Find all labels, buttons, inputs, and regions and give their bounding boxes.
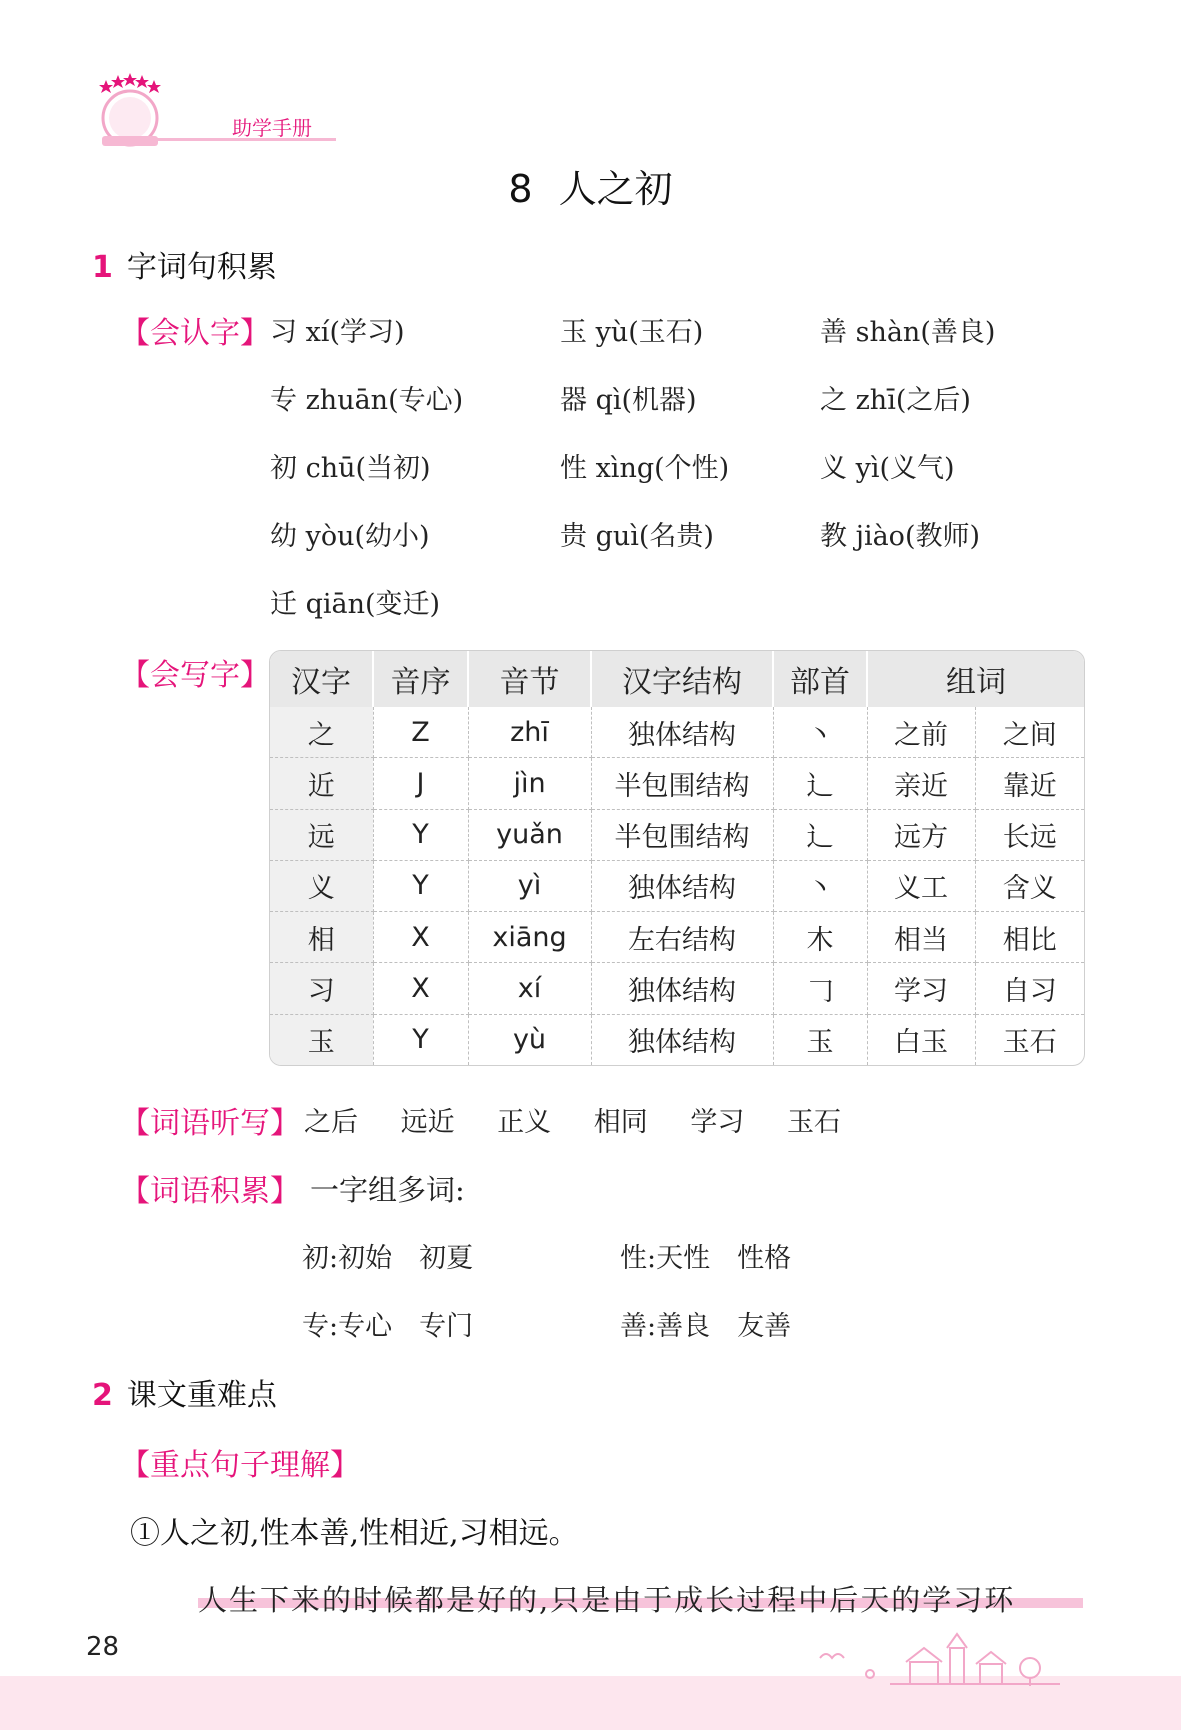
renzi-label: 【会认字】 — [120, 316, 270, 351]
cell: 亲近 — [867, 758, 975, 809]
jilei-group: 初:初始 初夏 — [302, 1243, 474, 1274]
key-sentence: ①人之初,性本善,性相近,习相远。 — [130, 1516, 579, 1551]
cell: 义工 — [867, 860, 975, 911]
cell: 半包围结构 — [591, 758, 773, 809]
table-row — [270, 963, 1084, 1014]
header-yinjie: 音节 — [468, 651, 591, 707]
cell: 自习 — [975, 963, 1084, 1014]
renzi-item: 玉 yù(玉石) — [560, 317, 704, 348]
renzi-item: 初 chū(当初) — [270, 453, 431, 484]
renzi-item: 贵 guì(名贵) — [560, 521, 714, 552]
section-1-number: 1 — [92, 250, 113, 285]
cell: 丶 — [773, 707, 867, 758]
cell: 之间 — [975, 707, 1084, 758]
cell: 辶 — [773, 758, 867, 809]
cell: 玉石 — [1002, 1027, 1057, 1059]
jilei-label: 【词语积累】 — [120, 1174, 300, 1209]
jilei-group: 性:天性 性格 — [620, 1243, 792, 1274]
section-1-title: 字词句积累 — [126, 250, 277, 285]
jilei-group: 善:善良 友善 — [620, 1311, 792, 1342]
renzi-item: 专 zhuān(专心) — [270, 385, 464, 416]
renzi-item: 迁 qiān(变迁) — [270, 589, 441, 620]
cell: 近 — [270, 758, 373, 809]
cell: 独体结构 — [591, 860, 773, 911]
cell: 相比 — [975, 912, 1084, 963]
cell: 义 — [270, 860, 373, 911]
cell: xiāng — [468, 912, 591, 963]
cell: 辶 — [773, 809, 867, 860]
renzi-item: 器 qì(机器) — [560, 385, 697, 416]
renzi-item: 教 jiào(教师) — [820, 521, 981, 552]
zhongdian-label: 【重点句子理解】 — [120, 1448, 360, 1483]
table-row — [270, 758, 1084, 809]
xiezi-table — [269, 650, 1085, 1066]
cell: 含义 — [975, 860, 1084, 911]
tingxie-word: 学习 — [690, 1107, 745, 1138]
cell: Y — [373, 809, 468, 860]
cell: 之 — [270, 707, 373, 758]
cell: Y — [373, 1014, 468, 1065]
table-row — [270, 809, 1084, 860]
header-label: 助学手册 — [232, 116, 312, 140]
section-2-title: 课文重难点 — [126, 1378, 277, 1413]
section-2-number: 2 — [92, 1378, 113, 1413]
cell: 学习 — [867, 963, 975, 1014]
cell: yuǎn — [468, 809, 591, 860]
cell: 𠃌 — [773, 963, 867, 1014]
jilei-intro: 一字组多词: — [310, 1173, 465, 1207]
tingxie-word: 正义 — [497, 1107, 552, 1138]
header-yinxu: 音序 — [373, 651, 468, 707]
cell: yù — [468, 1014, 591, 1065]
cell: X — [373, 963, 468, 1014]
tingxie-word: 玉石 — [786, 1107, 841, 1138]
lesson-number: 8 — [508, 167, 533, 211]
town-illustration-icon — [810, 1618, 1070, 1688]
tingxie-word: 之后 — [304, 1107, 358, 1138]
renzi-item: 习 xí(学习) — [270, 317, 405, 348]
cell: 之前 — [867, 707, 975, 758]
tingxie-word: 相同 — [593, 1107, 648, 1138]
cell: jìn — [468, 758, 591, 809]
table-row — [270, 912, 1084, 963]
renzi-item: 幼 yòu(幼小) — [270, 521, 430, 552]
section-2-heading — [92, 1370, 277, 1414]
cell: 白玉 — [867, 1014, 975, 1065]
table-row — [270, 707, 1084, 758]
cell: 左右结构 — [591, 912, 773, 963]
cell: 相 — [270, 912, 373, 963]
table-row — [270, 1014, 1084, 1065]
cell: X — [373, 912, 468, 963]
cell: Z — [373, 707, 468, 758]
cell: Y — [373, 860, 468, 911]
table-header-row — [270, 651, 1084, 707]
cell: J — [373, 758, 468, 809]
cell: 靠近 — [975, 758, 1084, 809]
header-zuci: 组词 — [867, 651, 1084, 707]
cell: 远 — [270, 809, 373, 860]
cell: 相当 — [867, 912, 975, 963]
cell: yì — [468, 860, 591, 911]
header-hanzi: 汉字 — [270, 651, 373, 707]
sentence-explanation: 人生下来的时候都是好的,只是由于成长过程中后天的学习环 — [198, 1583, 1016, 1617]
cell: zhī — [468, 707, 591, 758]
page-title — [0, 158, 1181, 213]
section-1-heading — [92, 242, 277, 286]
cell: 习 — [270, 963, 373, 1014]
renzi-item: 善 shàn(善良) — [820, 317, 996, 348]
xiezi-label: 【会写字】 — [120, 658, 270, 693]
cell: 木 — [773, 912, 867, 963]
cell: 远方 — [867, 809, 975, 860]
tingxie-words — [304, 1100, 875, 1139]
cell: 丶 — [773, 860, 867, 911]
tingxie-word: 远近 — [400, 1107, 455, 1138]
page-number: 28 — [86, 1632, 120, 1662]
cell: 独体结构 — [591, 1014, 773, 1065]
renzi-item: 之 zhī(之后) — [820, 385, 971, 416]
cell: 长远 — [975, 809, 1084, 860]
header-bushou: 部首 — [773, 651, 867, 707]
cell: 玉 — [270, 1014, 373, 1065]
tingxie-label: 【词语听写】 — [120, 1106, 300, 1141]
header-jiegou: 汉字结构 — [591, 651, 773, 707]
cell: 独体结构 — [591, 963, 773, 1014]
renzi-item: 性 xìng(个性) — [560, 453, 730, 484]
renzi-item: 义 yì(义气) — [820, 453, 955, 484]
cell: 玉 — [773, 1014, 867, 1065]
cell: 半包围结构 — [591, 809, 773, 860]
lesson-title: 人之初 — [558, 167, 673, 211]
table-row — [270, 860, 1084, 911]
cell: xí — [468, 963, 591, 1014]
jilei-group: 专:专心 专门 — [302, 1311, 474, 1342]
cell: 独体结构 — [591, 707, 773, 758]
